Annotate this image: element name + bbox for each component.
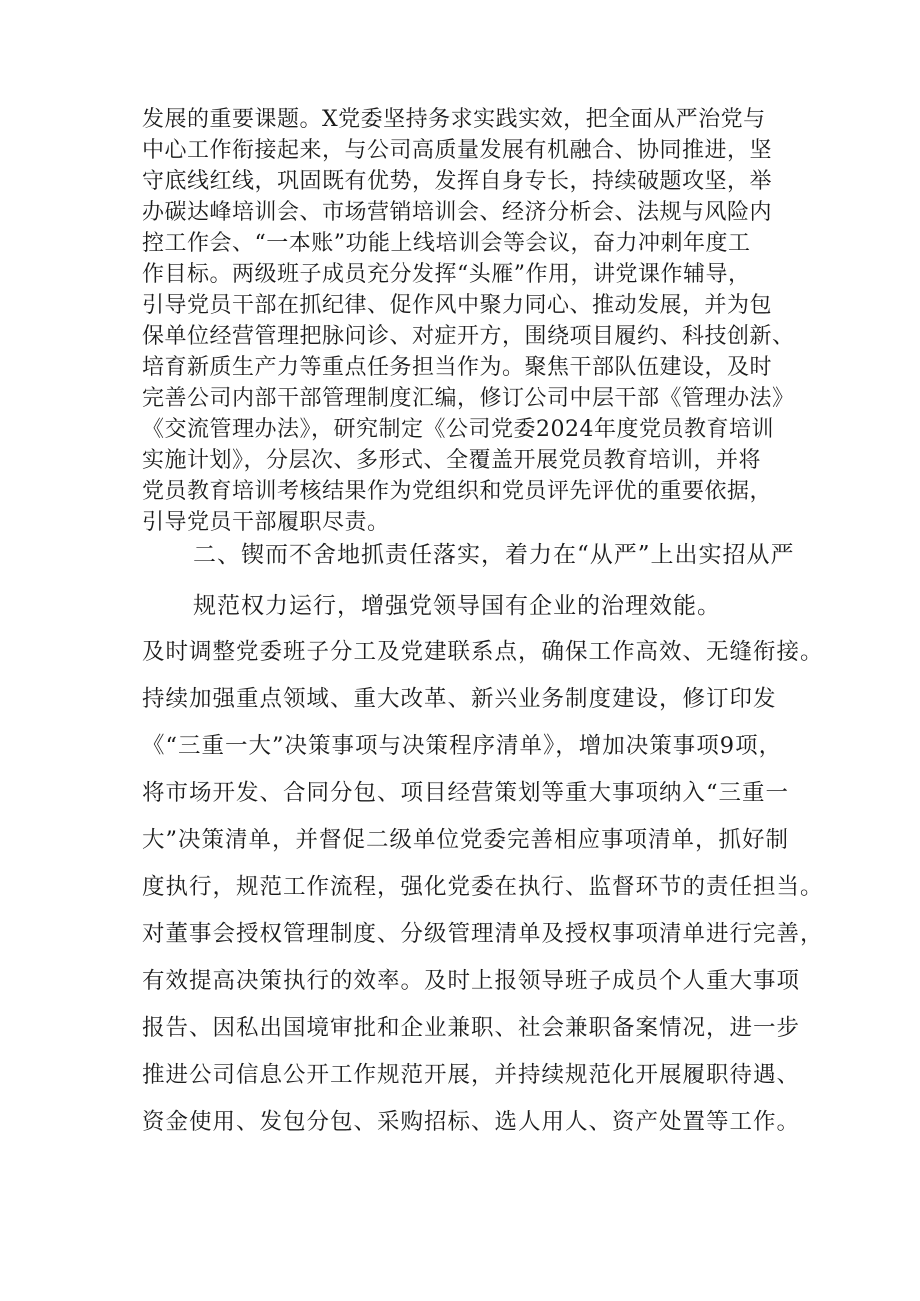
paragraph-line: 持续加强重点领域、重大改革、新兴业务制度建设，修订印发 [142, 686, 777, 712]
heading-line: 规范权力运行，增强党领导国有企业的治理效能。 [193, 593, 721, 619]
paragraph-line: 完善公司内部干部管理制度汇编，修订公司中层干部《管理办法》 [142, 386, 795, 411]
paragraph-line: 办碳达峰培训会、市场营销培训会、经济分析会、法规与风险内 [142, 200, 773, 225]
paragraph-line: 报告、因私出国境审批和企业兼职、社会兼职备案情况，进一步 [142, 1015, 801, 1041]
paragraph-line: 实施计划》，分层次、多形式、全覆盖开展党员教育培训，并将 [142, 448, 762, 473]
paragraph-line: 资金使用、发包分包、采购招标、选人用人、资产处置等工作。 [142, 1109, 801, 1135]
paragraph-line: 中心工作衔接起来，与公司高质量发展有机融合、协同推进，坚 [142, 138, 773, 163]
paragraph-line: 度执行，规范工作流程，强化党委在执行、监督环节的责任担当。 [142, 874, 824, 900]
paragraph-line: 大”决策清单，并督促二级单位党委完善相应事项清单，抓好制 [142, 827, 790, 853]
paragraph-line: 《“三重一大”决策事项与决策程序清单》，增加决策事项9项， [142, 733, 783, 759]
paragraph-line: 引导党员干部履职尽责。 [142, 510, 390, 535]
paragraph-line: 党员教育培训考核结果作为党组织和党员评先评优的重要依据， [142, 479, 773, 504]
paragraph-line: 及时调整党委班子分工及党建联系点，确保工作高效、无缝衔接。 [142, 639, 824, 665]
paragraph-line: 发展的重要课题。X党委坚持务求实践实效，把全面从严治党与 [142, 107, 766, 132]
paragraph-line: 作目标。两级班子成员充分发挥“头雁”作用，讲党课作辅导， [142, 262, 751, 287]
paragraph-line: 守底线红线，巩固既有优势，发挥自身专长，持续破题攻坚，举 [142, 169, 773, 194]
paragraph-line: 控工作会、“一本账”功能上线培训会等会议，奋力冲刺年度工 [142, 231, 751, 256]
paragraph-line: 有效提高决策执行的效率。及时上报领导班子成员个人重大事项 [142, 968, 801, 994]
paragraph-line: 《交流管理办法》，研究制定《公司党委2024年度党员教育培训 [142, 417, 774, 442]
paragraph-line: 培育新质生产力等重点任务担当作为。聚焦干部队伍建设，及时 [142, 355, 773, 380]
paragraph-line: 对董事会授权管理制度、分级管理清单及授权事项清单进行完善， [142, 921, 824, 947]
paragraph-line: 保单位经营管理把脉问诊、对症开方，围绕项目履约、科技创新、 [142, 324, 795, 349]
heading-line: 二、锲而不舍地抓责任落实，着力在“从严”上出实招从严 [193, 542, 795, 568]
paragraph-line: 引导党员干部在抓纪律、促作风中聚力同心、推动发展，并为包 [142, 293, 773, 318]
paragraph-line: 推进公司信息公开工作规范开展，并持续规范化开展履职待遇、 [142, 1062, 801, 1088]
paragraph-line: 将市场开发、合同分包、项目经营策划等重大事项纳入“三重一 [142, 780, 790, 806]
